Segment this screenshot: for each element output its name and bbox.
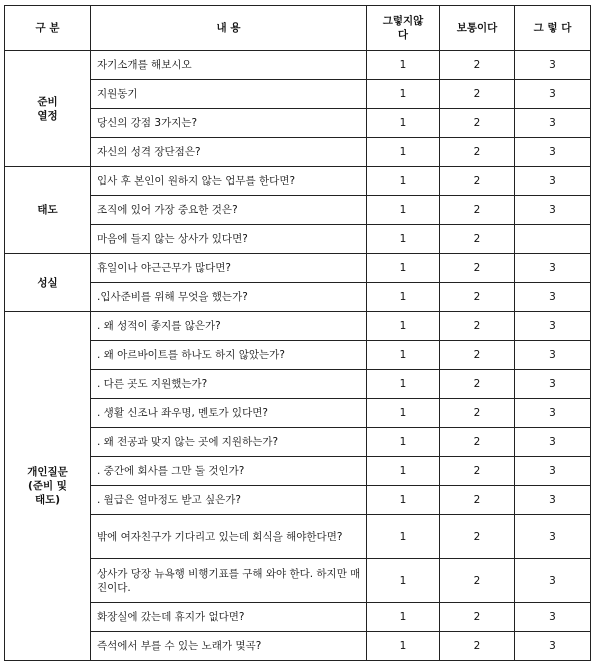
score-neutral: 2 — [440, 632, 515, 661]
score-disagree: 1 — [367, 167, 440, 196]
score-disagree: 1 — [367, 515, 440, 559]
question-text: 즉석에서 부를 수 있는 노래가 몇곡? — [91, 632, 367, 661]
header-disagree-line-2: 다 — [397, 29, 409, 41]
score-disagree: 1 — [367, 225, 440, 254]
score-neutral: 2 — [440, 559, 515, 603]
score-neutral: 2 — [440, 457, 515, 486]
score-neutral: 2 — [440, 254, 515, 283]
score-agree — [515, 225, 591, 254]
table-row — [5, 486, 591, 515]
question-text: . 왜 전공과 맞지 않는 곳에 지원하는가? — [91, 428, 367, 457]
question-text: .입사준비를 위해 무엇을 했는가? — [91, 283, 367, 312]
score-neutral: 2 — [440, 138, 515, 167]
category-label-line: 준비 — [37, 95, 58, 108]
question-text: . 생활 신조나 좌우명, 멘토가 있다면? — [91, 399, 367, 428]
category-label-line: 열정 — [37, 109, 58, 122]
table-row — [5, 167, 591, 196]
table-row — [5, 428, 591, 457]
category-label-line: (준비 및 — [28, 480, 67, 492]
score-disagree: 1 — [367, 428, 440, 457]
question-text: 마음에 들지 않는 상사가 있다면? — [91, 225, 367, 254]
header-disagree-line-1: 그렇지않 — [382, 15, 424, 27]
header-category: 구 분 — [5, 6, 91, 51]
score-neutral: 2 — [440, 283, 515, 312]
score-agree: 3 — [515, 559, 591, 603]
category-label-line: 태도 — [37, 204, 58, 216]
score-disagree: 1 — [367, 370, 440, 399]
score-neutral: 2 — [440, 109, 515, 138]
table-row — [5, 559, 591, 603]
score-disagree: 1 — [367, 312, 440, 341]
score-neutral: 2 — [440, 312, 515, 341]
score-disagree: 1 — [367, 109, 440, 138]
score-agree: 3 — [515, 603, 591, 632]
category-cell-attitude — [5, 167, 91, 254]
table-row — [5, 515, 591, 559]
question-text: 지원동기 — [91, 80, 367, 109]
header-content: 내 용 — [91, 6, 367, 51]
category-cell-sincerity — [5, 254, 91, 312]
question-text: . 중간에 회사를 그만 둘 것인가? — [91, 457, 367, 486]
score-disagree: 1 — [367, 399, 440, 428]
score-agree: 3 — [515, 283, 591, 312]
question-text: 상사가 당장 뉴욕행 비행기표를 구해 와야 한다. 하지만 매진이다. — [91, 559, 367, 603]
category-cell-preparation-passion — [5, 51, 91, 167]
question-text: . 왜 성적이 좋지를 않은가? — [91, 312, 367, 341]
score-neutral: 2 — [440, 167, 515, 196]
table-row — [5, 138, 591, 167]
score-agree: 3 — [515, 167, 591, 196]
header-disagree — [367, 6, 440, 51]
table-row — [5, 225, 591, 254]
score-agree: 3 — [515, 254, 591, 283]
table-row — [5, 632, 591, 661]
score-agree: 3 — [515, 515, 591, 559]
table-row — [5, 370, 591, 399]
table-row — [5, 457, 591, 486]
score-disagree: 1 — [367, 603, 440, 632]
table-row — [5, 196, 591, 225]
score-disagree: 1 — [367, 196, 440, 225]
header-agree: 그 렇 다 — [515, 6, 591, 51]
score-disagree: 1 — [367, 486, 440, 515]
score-agree: 3 — [515, 51, 591, 80]
score-agree: 3 — [515, 428, 591, 457]
interview-evaluation-table — [4, 5, 591, 661]
score-agree: 3 — [515, 370, 591, 399]
table-row — [5, 341, 591, 370]
category-label-line: 태도) — [34, 494, 61, 506]
score-agree: 3 — [515, 138, 591, 167]
table-row — [5, 283, 591, 312]
table-row — [5, 312, 591, 341]
score-disagree: 1 — [367, 254, 440, 283]
score-neutral: 2 — [440, 80, 515, 109]
question-text: 밖에 여자친구가 기다리고 있는데 회식을 해야한다면? — [91, 515, 367, 559]
question-text: . 왜 아르바이트를 하나도 하지 않았는가? — [91, 341, 367, 370]
category-label-line: 개인질문 — [27, 466, 68, 478]
score-disagree: 1 — [367, 559, 440, 603]
score-agree: 3 — [515, 196, 591, 225]
score-disagree: 1 — [367, 80, 440, 109]
table-row — [5, 254, 591, 283]
question-text: 자기소개를 해보시오 — [91, 51, 367, 80]
score-agree: 3 — [515, 109, 591, 138]
score-disagree: 1 — [367, 457, 440, 486]
question-text: 화장실에 갔는데 휴지가 없다면? — [91, 603, 367, 632]
question-text: 휴일이나 야근근무가 많다면? — [91, 254, 367, 283]
score-neutral: 2 — [440, 399, 515, 428]
category-label-line: 성실 — [37, 276, 58, 289]
score-neutral: 2 — [440, 370, 515, 399]
score-neutral: 2 — [440, 486, 515, 515]
score-agree: 3 — [515, 457, 591, 486]
score-neutral: 2 — [440, 341, 515, 370]
question-text: . 다른 곳도 지원했는가? — [91, 370, 367, 399]
score-neutral: 2 — [440, 515, 515, 559]
question-text: . 월급은 얼마정도 받고 싶은가? — [91, 486, 367, 515]
table-row — [5, 399, 591, 428]
category-cell-personal-questions — [5, 312, 91, 661]
table-row — [5, 109, 591, 138]
score-neutral: 2 — [440, 225, 515, 254]
score-agree: 3 — [515, 399, 591, 428]
table-header-row — [5, 6, 591, 51]
table-row — [5, 51, 591, 80]
score-neutral: 2 — [440, 196, 515, 225]
score-disagree: 1 — [367, 51, 440, 80]
score-agree: 3 — [515, 80, 591, 109]
table-row — [5, 603, 591, 632]
header-neutral: 보통이다 — [440, 6, 515, 51]
score-agree: 3 — [515, 632, 591, 661]
score-disagree: 1 — [367, 632, 440, 661]
score-neutral: 2 — [440, 603, 515, 632]
score-disagree: 1 — [367, 283, 440, 312]
score-agree: 3 — [515, 341, 591, 370]
score-agree: 3 — [515, 486, 591, 515]
table-body — [5, 51, 591, 661]
table-row — [5, 80, 591, 109]
question-text: 당신의 강점 3가지는? — [91, 109, 367, 138]
score-neutral: 2 — [440, 428, 515, 457]
score-disagree: 1 — [367, 138, 440, 167]
score-disagree: 1 — [367, 341, 440, 370]
score-neutral: 2 — [440, 51, 515, 80]
question-text: 조직에 있어 가장 중요한 것은? — [91, 196, 367, 225]
score-agree: 3 — [515, 312, 591, 341]
question-text: 자신의 성격 장단점은? — [91, 138, 367, 167]
question-text: 입사 후 본인이 원하지 않는 업무를 한다면? — [91, 167, 367, 196]
